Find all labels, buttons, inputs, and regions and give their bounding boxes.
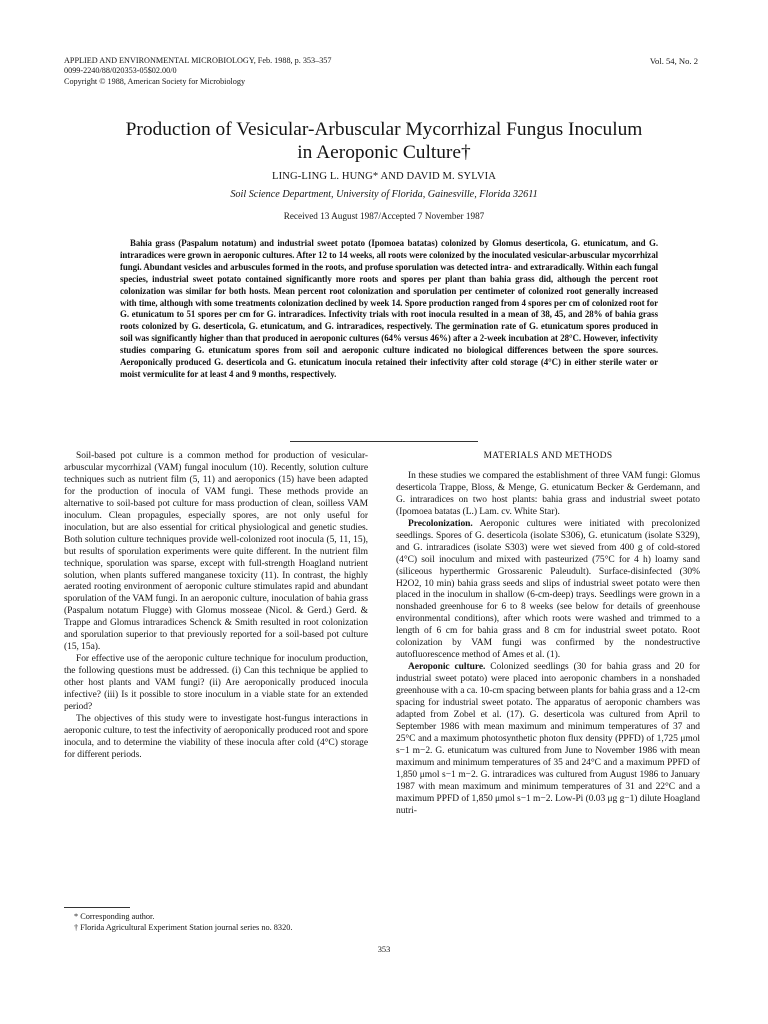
section-heading: MATERIALS AND METHODS (483, 451, 613, 461)
abstract: Bahia grass (Paspalum notatum) and industrial sweet potato (Ipomoea batatas) colonized by Glomus deserticola, G. etunicatum, and G. intraradices were grown in aeroponic cultures. After 12 to 14 weeks, all roots were colonized by the inoculated vesicular-arbuscular mycorrhizal fungi. Abundant vesicles and arbuscules formed in the roots, and profuse sporulation was detected intra- and extraradically. Within each fungal species, industrial sweet potato contained significantly more roots and spores per plant than bahia grass did, although the percent root colonization was similar for both hosts. Mean percent root colonization and sporulation per centimeter of colonized root generally increased with time, although with some treatments colonization declined by week 14. Spore production ranged from 4 spores per cm of colonized root for G. etunicatum to 51 spores per cm for G. intraradices. Infectivity trials with root inocula resulted in a mean of 38, 45, and 28% of bahia grass roots colonized by G. deserticola, G. etunicatum, and G. intraradices, respectively. The germination rate of G. etunicatum spores produced in soil was significantly higher than that produced in aeroponic cultures (64% versus 46%) after a 2-week incubation at 28°C. However, infectivity studies comparing G. etunicatum spores from soil and aeroponic culture indicated no biological differences between the spore sources. Aeroponically produced G. deserticola and G. etunicatum inocula retained their infectivity after cold storage (4°C) in either sterile water or moist vermiculite for at least 4 and 9 months, respectively. (120, 238, 658, 379)
footnote-corresponding: * Corresponding author. (74, 912, 155, 921)
authors: LING-LING L. HUNG* AND DAVID M. SYLVIA (272, 171, 496, 182)
intro-paragraph-2: For effective use of the aeroponic culture technique for inoculum production, the following questions must be addressed. (i) Can this technique be applied to other host plants and VAM fungi? (ii) Are aeroponically produced inocula infective? (iii) Is it possible to store inoculum in a viable state for an extended period? (64, 654, 368, 713)
precolonization-paragraph (396, 519, 700, 662)
right-column (396, 451, 700, 818)
intro-paragraph-3: The objectives of this study were to investigate host-fungus interactions in aeroponic culture, to test the infectivity of aeroponically produced root and spore inocula, and to determine the viability of these inocula after cold (4°C) storage for different periods. (64, 713, 368, 760)
left-column (64, 451, 368, 762)
footnote-divider (64, 907, 130, 908)
precolonization-text: Aeroponic cultures were initiated with precolonized seedlings. Spores of G. deserticola (isolate S306), G. etunicatum (isolate S329), and G. intraradices (isolate S303) were wet sieved from 400 g of cold-stored (4°C) soil inoculum and mixed with pasteurized (75°C for 4 h) loamy sand (siliceous hyperthermic Grossarenic Paleudult). Surface-disinfected (30% H2O2, 10 min) bahia grass seeds and slips of industrial sweet potato were then placed in the inoculum in shallow (6-cm-deep) trays. Seedlings were grown in a nonshaded greenhouse for 6 to 8 weeks (see below for details of greenhouse environmental conditions), after which roots were washed and trimmed to a length of 6 cm for bahia grass and 8 cm for industrial sweet potato. Root colonization by VAM fungi was confirmed by the nondestructive autofluorescence method of Ames et al. (1). (396, 518, 700, 661)
precolonization-heading: Precolonization. (408, 518, 473, 529)
affiliation: Soil Science Department, University of Florida, Gainesville, Florida 32611 (230, 189, 538, 200)
article-code: 0099-2240/88/020353-05$02.00/0 (64, 66, 177, 76)
title-line-2: in Aeroponic Culture† (297, 142, 471, 163)
copyright-line: Copyright © 1988, American Society for Microbiology (64, 76, 246, 86)
methods-paragraph-1: In these studies we compared the establishment of three VAM fungi: Glomus deserticola Trappe, Bloss, & Menge, G. etunicatum Becker & Gerdemann, and G. intraradices on two host plants: bahia grass and industrial sweet potato (Ipomoea batatas (L.) Lam. cv. White Star). (396, 470, 700, 517)
title-line-1: Production of Vesicular-Arbuscular Mycorrhizal Fungus Inoculum (125, 119, 643, 140)
footnote-station: † Florida Agricultural Experiment Station journal series no. 8320. (74, 923, 293, 932)
intro-paragraph-1: Soil-based pot culture is a common method for production of vesicular-arbuscular mycorrhizal (VAM) fungal inoculum (10). Recently, solution culture techniques such as nutrient film (5, 11) and aeroponics (15) have been adapted for the production of inocula of VAM fungi. These methods provide an alternative to soil-based pot culture for mass production of clean, soilless VAM inoculum. Clean propagules, especially spores, are not only useful for inoculation, but are also essential for critical physiological and genetic studies. Both solution culture techniques provide well-colonized root inocula (5, 11, 15), but results of sporulation experiments were quite different. In the nutrient film technique, sporulation was sparse, except with full-strength Hoagland nutrient solution, when plants suffered manganese toxicity (11). In contrast, the highly aerated rooting environment of aeroponic culture stimulates rapid and abundant sporulation of the VAM fungi. In an aeroponic culture, inoculation of bahia grass (Paspalum notatum Flugge) with Glomus mosseae (Nicol. & Gerd.) Gerd. & Trappe and Glomus intraradices Schenck & Smith resulted in root colonization and sporulation superior to that previously reported for a soil-based pot culture (15, 15a). (64, 451, 368, 653)
journal-citation: APPLIED AND ENVIRONMENTAL MICROBIOLOGY, Feb. 1988, p. 353–357 (64, 56, 332, 65)
volume-issue: Vol. 54, No. 2 (649, 56, 698, 66)
page-number: 353 (377, 945, 391, 954)
aeroponic-heading: Aeroponic culture. (408, 662, 486, 673)
aeroponic-text: Colonized seedlings (30 for bahia grass and 20 for industrial sweet potato) were placed into aeroponic chambers in a nonshaded greenhouse with a ca. 10-cm spacing between plants for bahia grass and a 12-cm spacing for industrial sweet potato. The apparatus of aeroponic chambers was adapted from Zobel et al. (17). G. deserticola was cultured from April to September 1986 with mean maximum and minimum temperatures of 37 and 25°C and a maximum photosynthetic photon flux density (PPFD) of 1,725 μmol s−1 m−2. G. etunicatum was cultured from June to November 1986 with mean maximum and minimum temperatures of 35 and 24°C and a maximum PPFD of 1,850 μmol s−1 m−2. G. intraradices was cultured from August 1986 to January 1987 with mean maximum and minimum temperatures of 31 and 22°C and a maximum PPFD of 1,850 μmol s−1 m−2. Low-Pi (0.03 μg g−1) dilute Hoagland nutri- (396, 662, 700, 816)
abstract-divider (290, 441, 478, 442)
footnotes (64, 911, 368, 933)
received-dates: Received 13 August 1987/Accepted 7 November 1987 (283, 211, 485, 221)
article-title (64, 118, 704, 164)
aeroponic-paragraph (396, 662, 700, 817)
running-header (64, 56, 331, 87)
